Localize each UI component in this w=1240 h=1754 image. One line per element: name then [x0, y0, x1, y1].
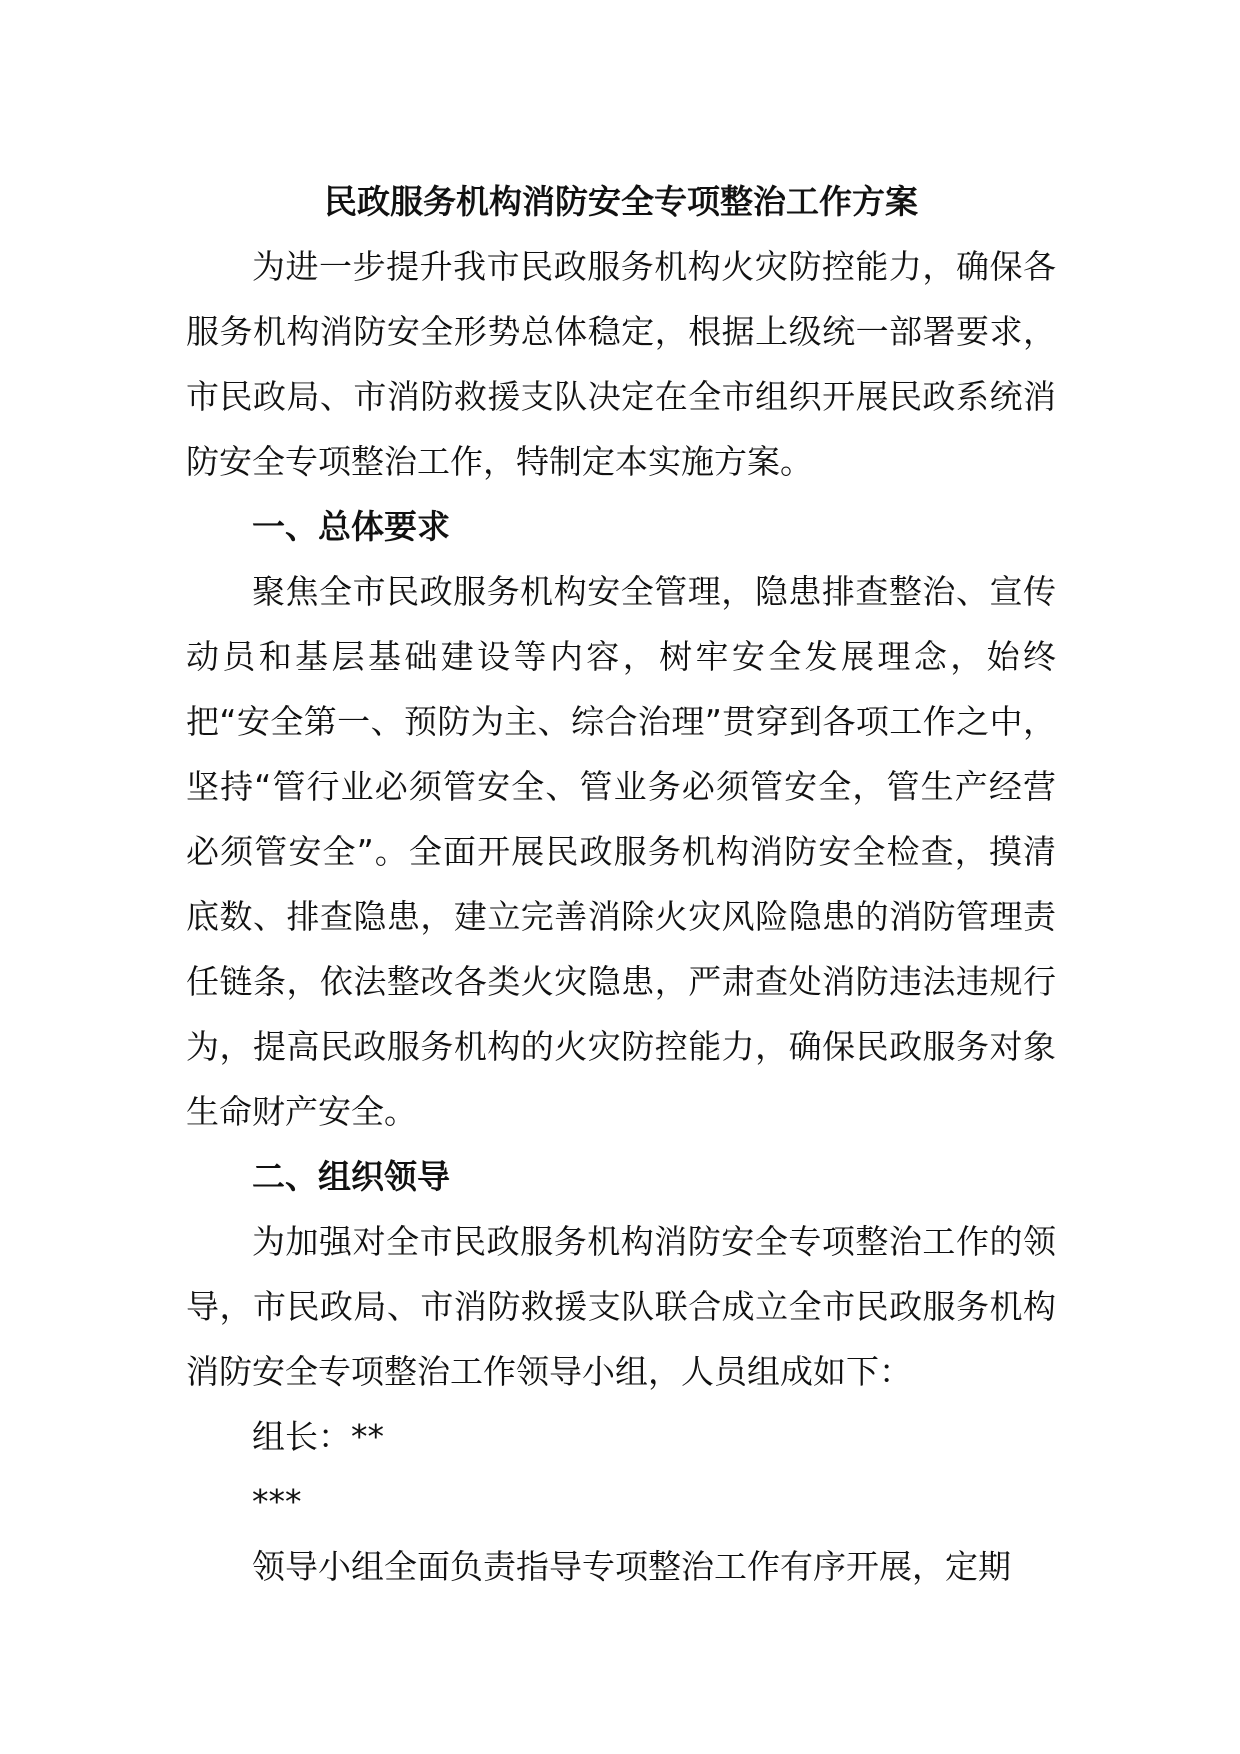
section-heading-general-requirements: 一、总体要求 — [252, 507, 450, 546]
intro-paragraph: 为进一步提升我市民政服务机构火灾防控能力，确保各服务机构消防安全形势总体稳定，根据上级统一部署要求，市民政局、市消防救援支队决定在全市组织开展民政系统消防安全专项整治工作，特制定本实施方案。 — [186, 247, 1056, 481]
member-line: *** — [252, 1482, 302, 1521]
leadership-duty-paragraph: 领导小组全面负责指导专项整治工作有序开展，定期 — [252, 1547, 1011, 1586]
organization-leadership-paragraph: 为加强对全市民政服务机构消防安全专项整治工作的领导，市民政局、市消防救援支队联合成立全市民政服务机构消防安全专项整治工作领导小组，人员组成如下： — [186, 1222, 1056, 1391]
leader-line: 组长：** — [252, 1417, 384, 1456]
document-body — [186, 170, 1056, 1599]
document-title: 民政服务机构消防安全专项整治工作方案 — [324, 182, 918, 221]
section-heading-organization-leadership: 二、组织领导 — [252, 1157, 450, 1196]
general-requirements-paragraph: 聚焦全市民政服务机构安全管理，隐患排查整治、宣传动员和基层基础建设等内容，树牢安全发展理念，始终把“安全第一、预防为主、综合治理”贯穿到各项工作之中，坚持“管行业必须管安全、管业务必须管安全，管生产经营必须管安全”。全面开展民政服务机构消防安全检查，摸清底数、排查隐患，建立完善消除火灾风险隐患的消防管理责任链条，依法整改各类火灾隐患，严肃查处消防违法违规行为，提高民政服务机构的火灾防控能力，确保民政服务对象生命财产安全。 — [186, 572, 1056, 1131]
